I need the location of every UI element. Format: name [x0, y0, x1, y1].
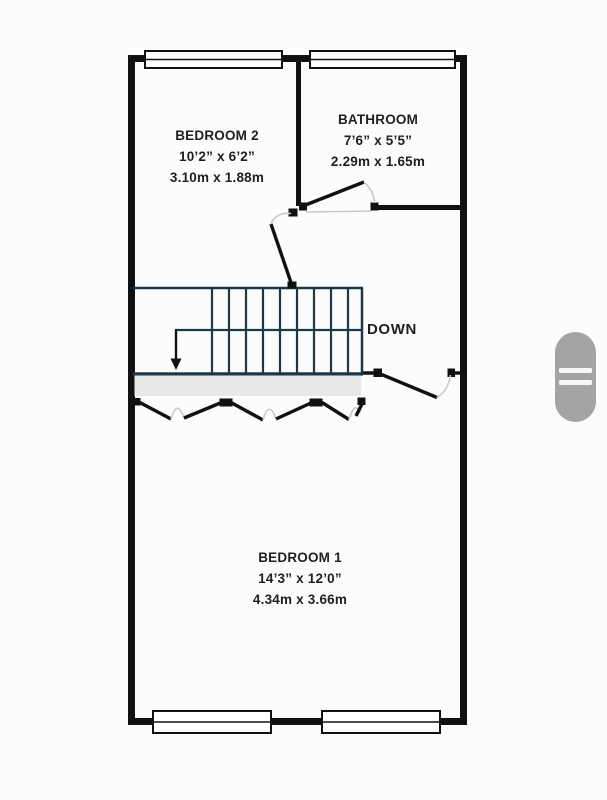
window-bedroom2-north	[145, 51, 282, 68]
drag-handle-icon	[559, 380, 592, 385]
room-name: BEDROOM 1	[258, 550, 342, 565]
staircase	[133, 288, 363, 374]
room-name: BATHROOM	[337, 112, 419, 127]
room-size-imperial: 10’2” x 6’2”	[179, 149, 255, 164]
room-size-imperial: 7’6” x 5’5”	[343, 133, 413, 148]
understairs-landing-strip	[135, 376, 362, 397]
room-name: BEDROOM 2	[175, 128, 259, 143]
drag-handle-button[interactable]	[555, 332, 596, 422]
room-size-metric: 2.29m x 1.65m	[330, 154, 426, 169]
bedroom2-door	[271, 209, 298, 289]
drag-handle-icon	[559, 368, 592, 373]
bifold-doors	[133, 398, 366, 421]
room-size-imperial: 14’3” x 12’0”	[258, 571, 342, 586]
stairs-down-label: DOWN	[367, 321, 417, 338]
room-size-metric: 4.34m x 3.66m	[252, 592, 348, 607]
bedroom1-door	[374, 369, 456, 398]
window-bedroom1-south-left	[153, 711, 271, 733]
window-bedroom1-south-right	[322, 711, 440, 733]
stair-down-arrow	[171, 329, 182, 370]
room-size-metric: 3.10m x 1.88m	[169, 170, 265, 185]
window-bathroom-north	[310, 51, 455, 68]
bedroom1-label	[190, 547, 410, 610]
bathroom-label	[268, 109, 488, 172]
